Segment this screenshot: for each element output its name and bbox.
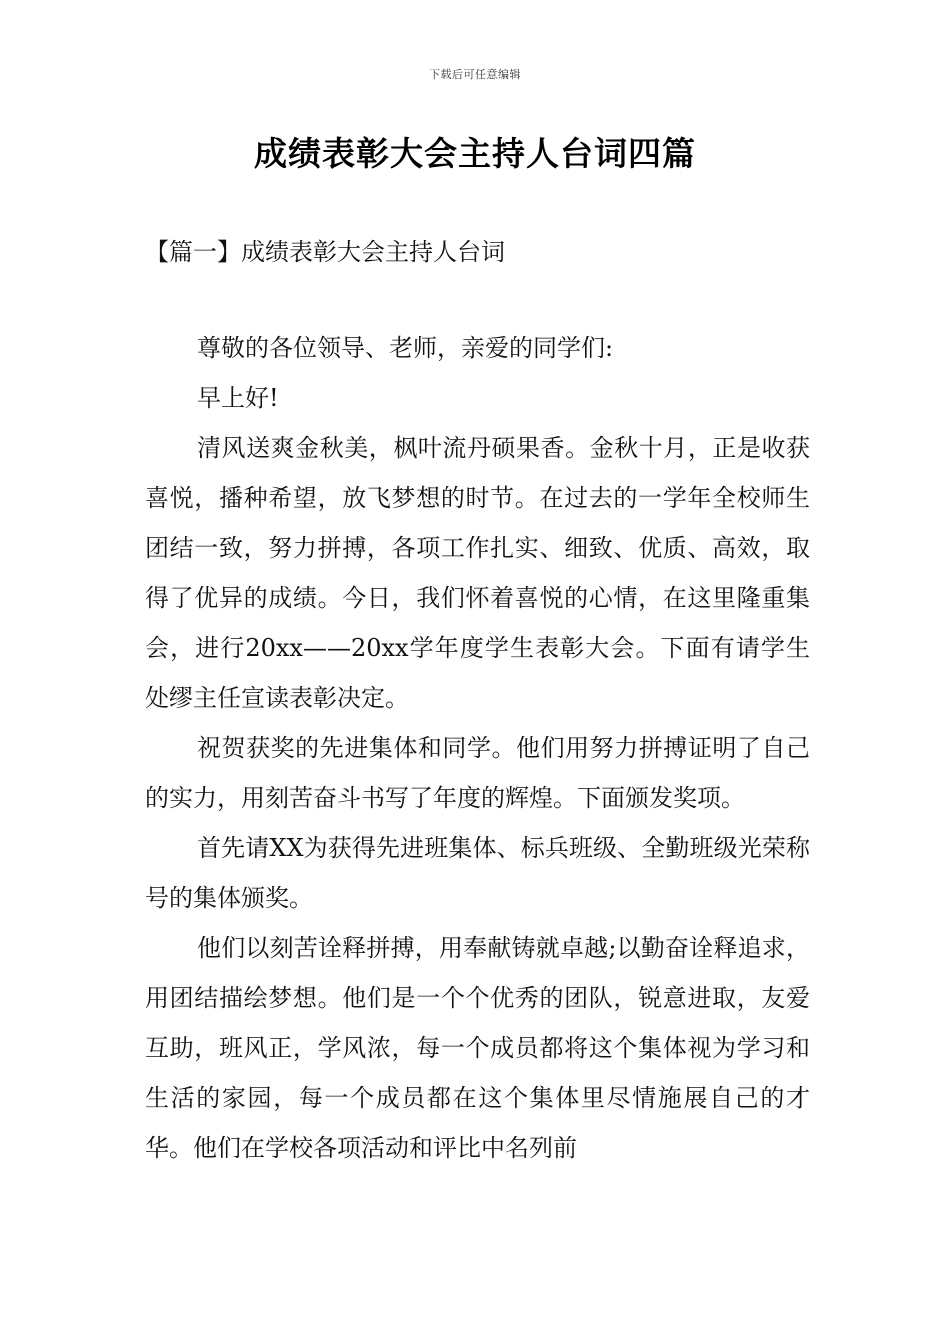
paragraph-congratulations: 祝贺获奖的先进集体和同学。他们用努力拼搏证明了自己的实力，用刻苦奋斗书写了年度的辉煌。下面颁发奖项。 [145, 734, 810, 812]
paragraph-greeting: 早上好! [197, 384, 279, 412]
paragraph-opening: 清风送爽金秋美，枫叶流丹硕果香。金秋十月，正是收获喜悦，播种希望，放飞梦想的时节。在过去的一学年全校师生团结一致，努力拼搏，各项工作扎实、细致、优质、高效，取得了优异的成绩。今日，我们怀着喜悦的心情，在这里隆重集会，进行20xx——20xx学年度学生表彰大会。下面有请学生处缪主任宣读表彰决定。 [145, 434, 810, 712]
document-title: 成绩表彰大会主持人台词四篇 [254, 134, 696, 173]
paragraph-award-intro: 首先请XX为获得先进班集体、标兵班级、全勤班级光荣称号的集体颁奖。 [145, 834, 810, 912]
document-body [145, 323, 810, 1173]
header-note: 下载后可任意编辑 [429, 68, 521, 81]
paragraph-salutation: 尊敬的各位领导、老师，亲爱的同学们: [197, 334, 614, 362]
paragraph-collective-praise: 他们以刻苦诠释拼搏，用奉献铸就卓越;以勤奋诠释追求，用团结描绘梦想。他们是一个个优秀的团队，锐意进取，友爱互助，班风正，学风浓，每一个成员都将这个集体视为学习和生活的家园，每一个成员都在这个集体里尽情施展自己的才华。他们在学校各项活动和评比中名列前 [145, 934, 810, 1162]
section-heading: 【篇一】成绩表彰大会主持人台词 [145, 238, 505, 266]
